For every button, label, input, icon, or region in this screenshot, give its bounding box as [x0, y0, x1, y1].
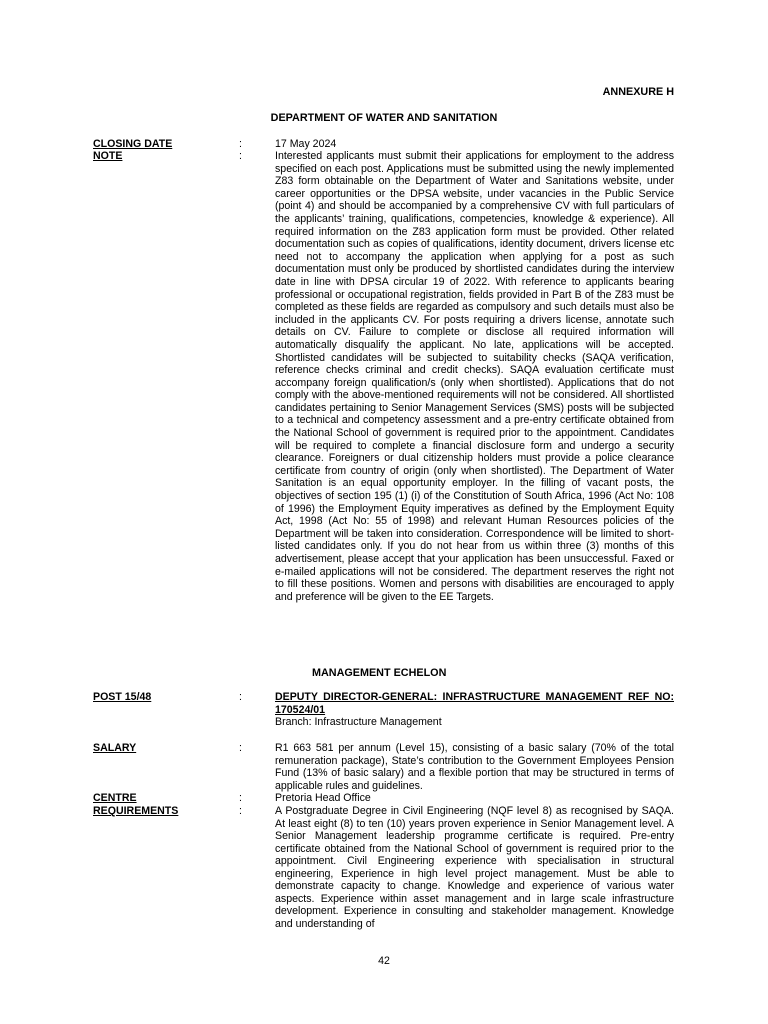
- page-number: 42: [378, 955, 390, 967]
- annexure-label: ANNEXURE H: [602, 86, 674, 98]
- post-branch: Branch: Infrastructure Management: [275, 716, 442, 729]
- post-title-text: DEPUTY DIRECTOR-GENERAL: INFRASTRUCTURE MANAGEMENT REF NO: 170524/01: [275, 691, 674, 716]
- salary-label: SALARY: [93, 742, 137, 754]
- note-text: Interested applicants must submit their applications for employment to the address specified on each post. Applications must be submitted using the newly implemented Z83 form obtainable on the Department of Water and Sanitations website, under career opportunities or the DPSA website, under vacancies in the Public Service (point 4) and should be accompanied by a comprehensive CV with full particulars of the applicants’ training, qualifications, competencies, knowledge & experience). All required information on the Z83 application form must be provided. Other related documentation such as copies of qualifications, identity document, drivers license etc need not to accompany the application when applying for a post as such documentation must only be produced by shortlisted candidates during the interview date in line with DPSA circular 19 of 2022. With reference to applicants bearing professional or occupational registration, fields provided in Part B of the Z83 must be completed as these fields are regarded as compulsory and such details must also be included in the applicants CV. For posts requiring a drivers license, annotate such details on CV. Failure to complete or disclose all required information will automatically disqualify the applicant. No late, applications will be accepted. Shortlisted candidates will be subjected to suitability checks (SAQA verification, reference checks criminal and credit checks). SAQA evaluation certificate must accompany foreign qualification/s (only when shortlisted). Applications that do not comply with the above-mentioned requirements will not be considered. All shortlisted candidates pertaining to Senior Management Services (SMS) posts will be subjected to a technical and competency assessment and a pre-entry certificate obtained from the National School of government is required prior to the appointment. Candidates will be required to complete a financial disclosure form and undergo a security clearance. Foreigners or dual citizenship holders must provide a police clearance certificate from country of origin (only when shortlisted). The Department of Water Sanitation is an equal opportunity employer. In the filling of vacant posts, the objectives of section 195 (1) (i) of the Constitution of South Africa, 1996 (Act No: 108 of 1996) the Employment Equity imperatives as defined by the Employment Equity Act, 1998 (Act No: 55 of 1998) and relevant Human Resources policies of the Department will be taken into consideration. Correspondence will be limited to short-listed candidates only. If you do not hear from us within three (3) months of this advertisement, please accept that your application has been unsuccessful. Faxed or e-mailed applications will not be considered. The department reserves the right not to fill these positions. Women and persons with disabilities are encouraged to apply and preference will be given to the EE Targets.: [275, 150, 674, 603]
- centre-label: CENTRE: [93, 792, 137, 804]
- post-colon: :: [239, 691, 242, 703]
- centre-value: Pretoria Head Office: [275, 792, 371, 804]
- section-heading: MANAGEMENT ECHELON: [312, 667, 447, 679]
- closing-date-label: CLOSING DATE: [93, 138, 173, 150]
- centre-colon: :: [239, 792, 242, 804]
- closing-date-value: 17 May 2024: [275, 138, 337, 150]
- salary-text: R1 663 581 per annum (Level 15), consisting of a basic salary (70% of the total remuneration package), State’s contribution to the Government Employees Pension Fund (13% of basic salary) and a flexible portion that may be structured in terms of applicable rules and guidelines.: [275, 742, 674, 792]
- post-title: [275, 691, 674, 729]
- department-heading: DEPARTMENT OF WATER AND SANITATION: [270, 112, 498, 124]
- requirements-text: A Postgraduate Degree in Civil Engineering (NQF level 8) as recognised by SAQA. At least eight (8) to ten (10) years proven experience in Senior Management level. A Senior Management leadership programme certificate is required. Pre-entry certificate obtained from the National School of government is required prior to the appointment. Civil Engineering experience with specialisation in structural engineering, Experience in high level project management. Must be able to demonstrate capacity to change. Knowledge and experience of various water aspects. Experience within asset management and in large scale infrastructure development. Experience in consulting and stakeholder management. Knowledge and understanding of: [275, 805, 674, 930]
- requirements-label: REQUIREMENTS: [93, 805, 179, 817]
- note-colon: :: [239, 150, 242, 162]
- note-label: NOTE: [93, 150, 123, 162]
- requirements-colon: :: [239, 805, 242, 817]
- closing-date-colon: :: [239, 138, 242, 150]
- post-label: POST 15/48: [93, 691, 152, 703]
- salary-colon: :: [239, 742, 242, 754]
